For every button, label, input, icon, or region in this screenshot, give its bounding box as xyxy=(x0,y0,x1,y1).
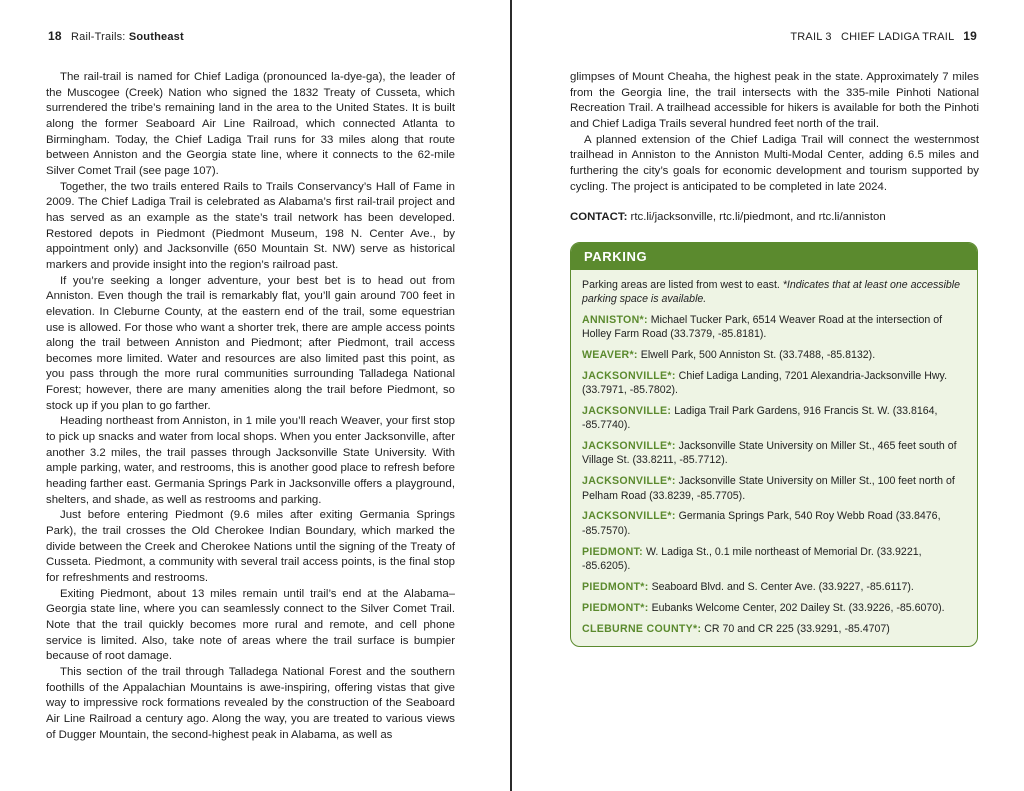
trail-number: TRAIL 3 xyxy=(790,31,832,43)
paragraph: A planned extension of the Chief Ladiga Trail will connect the westernmost trailhead in Anniston to the Anniston Multi-Modal Center, adding 6.5 miles and furthering the city’s goals for economic development and tourism supported by cycling. The project is anticipated to be completed in late 2024. xyxy=(570,133,979,193)
right-body-text xyxy=(570,70,979,195)
parking-intro-note: *Indicates that at least one accessible parking space is available. xyxy=(582,279,961,306)
parking-intro-text: Parking areas are listed from west to east. xyxy=(582,279,780,291)
paragraph: Exiting Piedmont, about 13 miles remain until trail’s end at the Alabama–Georgia state line, where you can seamlessly connect to the Silver Comet Trail. Note that the trail quickly becomes more rural and remote, and cell phone service is limited. Also, take note of areas where the trail surface is bumpier because of root damage. xyxy=(46,587,455,663)
left-page-header xyxy=(48,29,184,43)
parking-detail: Jacksonville State University on Miller St., 100 feet north of Pelham Road (33.8239, -85.7705). xyxy=(582,475,955,502)
parking-location: JACKSONVILLE*: xyxy=(582,475,676,488)
parking-entry xyxy=(582,474,966,503)
parking-entry xyxy=(582,622,966,636)
parking-entry xyxy=(582,404,966,433)
parking-location: WEAVER*: xyxy=(582,348,638,361)
parking-intro xyxy=(582,278,966,307)
parking-location: JACKSONVILLE*: xyxy=(582,440,676,453)
parking-location: PIEDMONT: xyxy=(582,545,643,558)
left-page xyxy=(0,0,511,791)
parking-entry xyxy=(582,439,966,468)
parking-detail: Germania Springs Park, 540 Roy Webb Road (33.8476, -85.7570). xyxy=(582,510,941,537)
parking-detail: W. Ladiga St., 0.1 mile northeast of Memorial Dr. (33.9221, -85.6205). xyxy=(582,545,922,572)
right-page xyxy=(512,0,1024,791)
parking-entry xyxy=(582,313,966,342)
parking-location: JACKSONVILLE*: xyxy=(582,369,676,382)
parking-entry xyxy=(582,580,966,594)
parking-detail: Michael Tucker Park, 6514 Weaver Road at the intersection of Holley Farm Road (33.7379, -85.8181). xyxy=(582,313,943,340)
parking-detail: Chief Ladiga Landing, 7201 Alexandria-Jacksonville Hwy. (33.7971, -85.7802). xyxy=(582,369,948,396)
parking-list xyxy=(571,270,977,636)
page-number: 18 xyxy=(48,29,62,43)
parking-entry xyxy=(582,348,966,362)
paragraph-continuation: glimpses of Mount Cheaha, the highest peak in the state. Approximately 7 miles from the Georgia line, the trail intersects with the 335-mile Pinhoti National Recreation Trail. A trailhead accessible for hikers is available for both the Pinhoti and Chief Ladiga Trails several hundred feet north of the trail. xyxy=(570,71,979,130)
parking-title: PARKING xyxy=(571,243,977,270)
parking-entry xyxy=(582,545,966,574)
book-title: Rail-Trails: xyxy=(71,31,126,43)
parking-detail: Eubanks Welcome Center, 202 Dailey St. (33.9226, -85.6070). xyxy=(651,601,945,614)
trail-name: CHIEF LADIGA TRAIL xyxy=(840,31,954,43)
paragraph: The rail-trail is named for Chief Ladiga (pronounced la-dye-ga), the leader of the Muscogee (Creek) Nation who signed the 1832 Treaty of Cusseta, which surrendered the tribe’s remaining land in the area to the United States. It is built along the former Seaboard Air Line Railroad, which connected Atlanta to Birmingham. Today, the Chief Ladiga Trail runs for 33 miles along that route between Anniston and the Georgia state line, where it connects to the 62-mile Silver Comet Trail (see page 107). xyxy=(46,71,455,177)
parking-entry xyxy=(582,601,966,615)
left-body-text xyxy=(46,70,455,743)
page-number: 19 xyxy=(963,29,977,43)
parking-entry xyxy=(582,509,966,538)
parking-detail: Jacksonville State University on Miller St., 465 feet south of Village St. (33.8211, -85.7712). xyxy=(582,440,957,467)
contact-line xyxy=(570,211,886,223)
parking-location: ANNISTON*: xyxy=(582,313,648,326)
parking-detail: Ladiga Trail Park Gardens, 916 Francis St. W. (33.8164, -85.7740). xyxy=(582,404,938,432)
parking-location: PIEDMONT*: xyxy=(582,580,649,593)
parking-detail: CR 70 and CR 225 (33.9291, -85.4707) xyxy=(704,622,890,635)
right-page-header xyxy=(790,29,977,43)
contact-links: rtc.li/jacksonville, rtc.li/piedmont, and rtc.li/anniston xyxy=(630,211,886,223)
parking-detail: Seaboard Blvd. and S. Center Ave. (33.9227, -85.6117). xyxy=(651,580,914,593)
parking-detail: Elwell Park, 500 Anniston St. (33.7488, -85.8132). xyxy=(640,348,876,361)
parking-location: CLEBURNE COUNTY*: xyxy=(582,622,702,635)
contact-label: CONTACT: xyxy=(570,211,628,223)
parking-location: JACKSONVILLE: xyxy=(582,404,672,417)
parking-location: JACKSONVILLE*: xyxy=(582,510,676,523)
paragraph: Heading northeast from Anniston, in 1 mile you’ll reach Weaver, your first stop to pick up snacks and water from local shops. When you enter Jacksonville, after another 3.2 miles, the trail passes through Jacksonville State University. With ample parking, water, and restrooms, this is another good place to refresh before heading farther east. Germania Springs Park in Jacksonville offers a playground, shelters, and shade, as well as restrooms and parking. xyxy=(46,415,455,506)
paragraph: This section of the trail through Talladega National Forest and the southern foothills of the Appalachian Mountains is awe-inspiring, offering vistas that give way to impressive rock formations revealed by the construction of the Seaboard Air Line Railroad a century ago. Along the way, you are treated to various views of Dugger Mountain, the second-highest peak in Alabama, as well as xyxy=(46,665,455,741)
parking-box xyxy=(570,242,978,647)
paragraph: Together, the two trails entered Rails to Trails Conservancy’s Hall of Fame in 2009. The Chief Ladiga Trail is celebrated as Alabama’s first rail-trail project and has served as an example as the state’s trail network has been developed. Restored depots in Piedmont (Piedmont Museum, 198 N. Center Ave., by appointment only) and Jacksonville (650 Mountain St. NW) serve as historical markers and provide insight into the region’s railroad past. xyxy=(46,180,455,271)
paragraph: If you’re seeking a longer adventure, your best bet is to head out from Anniston. Even though the trail is remarkably flat, you’ll gain around 700 feet in elevation. In Cleburne County, at the eastern end of the trail, some equestrian use is allowed. For those who want a shorter trek, there are ample access points along the trail between Anniston and Piedmont; after Piedmont, trail access becomes more limited. Water and resources are also limited past this point, as you pass through the more rural communities surrounding Talladega National Forest; however, there are many amenities along the trail before Piedmont, so stock up if you plan to go farther. xyxy=(46,274,455,412)
book-section: Southeast xyxy=(128,31,184,43)
parking-entry xyxy=(582,369,966,398)
paragraph: Just before entering Piedmont (9.6 miles after exiting Germania Springs Park), the trail crosses the Old Cherokee Indian Boundary, which marked the divide between the Creek and Cherokee Nations until the signing of the Treaty of Cusseta. Piedmont, a community with several trail access points, is the final stop for refreshments and restrooms. xyxy=(46,509,455,584)
parking-location: PIEDMONT*: xyxy=(582,601,649,614)
